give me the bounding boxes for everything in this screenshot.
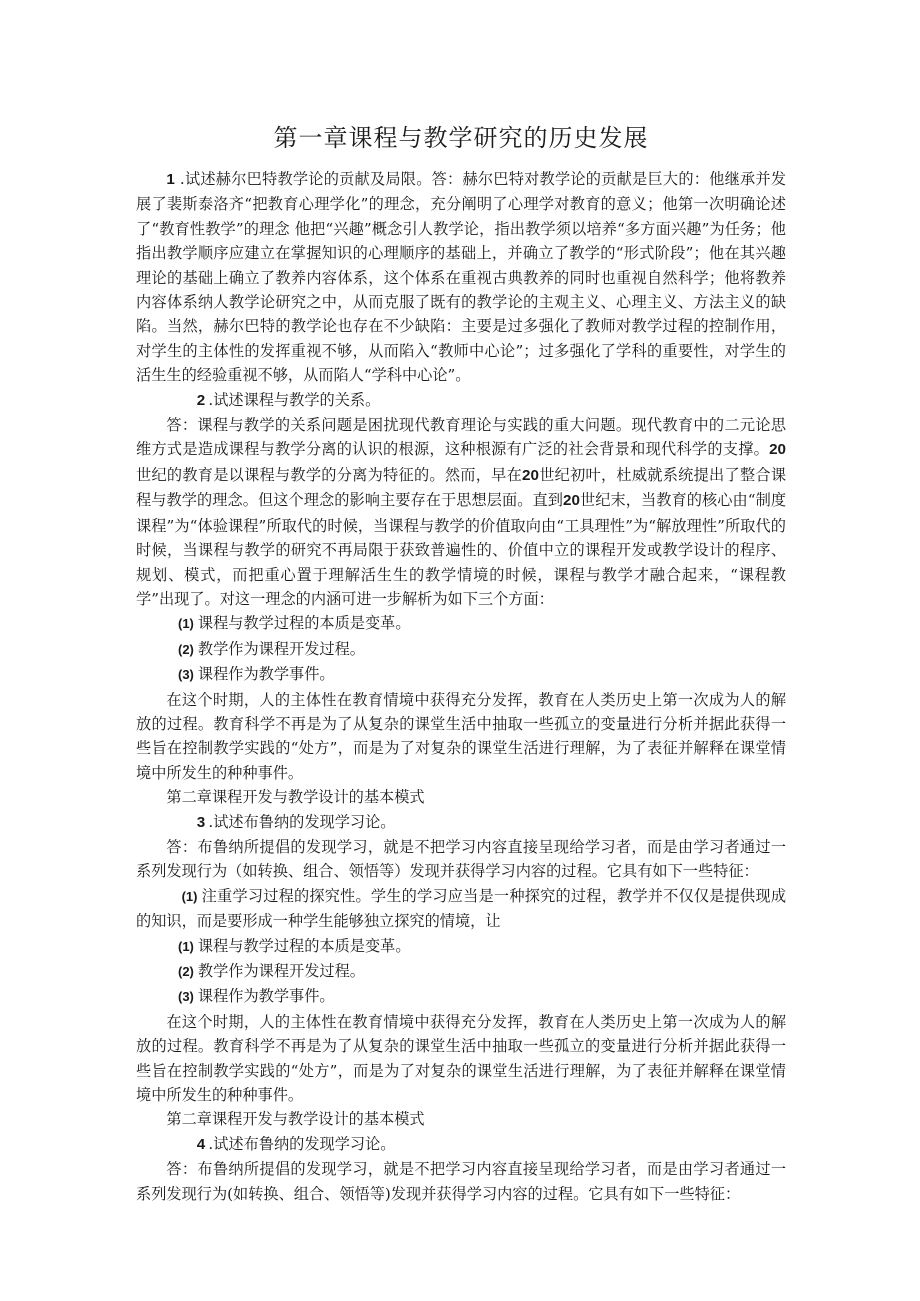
- question-text: .试述布鲁纳的发现学习论。: [208, 812, 396, 831]
- question-4: [136, 1132, 786, 1157]
- number-20: 20: [769, 441, 786, 459]
- chapter-heading: 第二章课程开发与教学设计的基本模式: [166, 788, 425, 807]
- list-item-text: 课程作为教学事件。: [197, 987, 335, 1006]
- list-marker: (3): [178, 989, 194, 1005]
- question-text: .试述布鲁纳的发现学习论。: [208, 1134, 396, 1153]
- answer-2: [136, 413, 786, 611]
- number-20: 20: [522, 466, 539, 484]
- question-number: 4: [196, 1135, 206, 1153]
- list-item-text: 注重学习过程的探究性。学生的学习应当是一种探究的过程，教学并不仅仅是提供现成的知识，而是要形成一种学生能够独立探究的情境，让: [136, 886, 786, 931]
- answer-text: 世纪末，当教育的核心由“制度课程”为“体验课程”所取代的时候，当课程与教学的价值取向由“工具理性”为“解放理性”所取代的时候，当课程与教学的研究不再局限于获致普遍性的、价值中立的课程开发或教学设计的程序、规划、模式，而把重心置于理解活生生的教学情境的时候，课程与教学才融合起来，“课程教学”出现了。对这一理念的内涵可进一步解析为如下三个方面：: [136, 491, 787, 608]
- list-item-text: 教学作为课程开发过程。: [197, 639, 365, 658]
- question-text: .试述赫尔巴特教学论的贡献及局限。答：赫尔巴特对教学论的贡献是巨大的：他继承并发展了裴斯泰洛齐“把教育心理学化”的理念，充分阐明了心理学对教育的意义；他第一次明确论述了“教育性教学”的理念 他把“兴趣”概念引人教学论，指出教学须以培养“多方面兴趣”为任务；他指出教学顺序应建立在掌握知识的心理顺序的基础上，并确立了教学的“形式阶段”；他在其兴趣理论的基础上确立了教养内容体系，这个体系在重视古典教养的同时也重视自然科学；他将教养内容体系纳人教学论研究之中，从而克服了既有的教学论的主观主义、心理主义、方法主义的缺陷。当然，赫尔巴特的教学论也存在不少缺陷：主要是过多强化了教师对教学过程的控制作用，对学生的主体性的发挥重视不够，从而陷入“教师中心论”；过多强化了学科的重要性，对学生的活生生的经验重视不够，从而陷人“学科中心论”。: [136, 170, 787, 385]
- feature-item: [136, 884, 786, 934]
- answer-text: 答：课程与教学的关系问题是困扰现代教育理论与实践的重大问题。现代教育中的二元论思维方式是造成课程与教学分离的认识的根源，这种根源有广泛的社会背景和现代科学的支撑。: [136, 416, 786, 459]
- list-item-text: 教学作为课程开发过程。: [197, 962, 365, 980]
- question-3: [136, 810, 786, 835]
- paragraph: 在这个时期，人的主体性在教育情境中获得充分发挥，教育在人类历史上第一次成为人的解放的过程。教育科学不再是为了从复杂的课堂生活中抽取一些孤立的变量进行分析并据此获得一些旨在控制教学实践的“处方”，而是为了对复杂的课堂生活进行理解，为了表征并解释在课堂情境中所发生的种种事件。: [136, 690, 786, 782]
- list-item: [136, 984, 786, 1009]
- list-item-text: 课程作为教学事件。: [197, 665, 335, 684]
- question-number: 3: [196, 813, 206, 831]
- number-20: 20: [563, 492, 580, 510]
- page-title: 第一章课程与教学研究的历史发展: [273, 124, 649, 152]
- list-item: [136, 934, 786, 959]
- list-item: [136, 611, 786, 636]
- list-item: [136, 959, 786, 984]
- answer-text: 世纪初叶，杜威就系统提出了整合课程与教学的理念。但这个理念的影响主要存在于思想层面。直到: [136, 465, 787, 510]
- answer-4: 答：布鲁纳所提倡的发现学习，就是不把学习内容直接呈现给学习者，而是由学习者通过一系列发现行为(如转换、组合、领悟等)发现并获得学习内容的过程。它具有如下一些特征：: [136, 1160, 786, 1203]
- paragraph: 在这个时期，人的主体性在教育情境中获得充分发挥，教育在人类历史上第一次成为人的解放的过程。教育科学不再是为了从复杂的课堂生活中抽取一些孤立的变量进行分析并据此获得一些旨在控制教学实践的“处方”，而是为了对复杂的课堂生活进行理解，为了表征并解释在课堂情境中所发生的种种事件。: [136, 1012, 786, 1105]
- list-item-text: 课程与教学过程的本质是变革。: [197, 936, 411, 955]
- list-marker: (2): [178, 964, 194, 979]
- question-number: 1: [166, 171, 175, 188]
- list-marker: (2): [178, 641, 194, 657]
- list-item: [136, 662, 786, 687]
- list-item: [136, 637, 786, 662]
- list-marker: (1): [178, 938, 194, 954]
- question-1: [136, 167, 786, 388]
- answer-text: 世纪的教育是以课程与教学的分离为特征的。然而，早在: [136, 465, 523, 484]
- document-body: [136, 167, 786, 1206]
- question-2: [136, 388, 786, 413]
- list-marker: (1): [181, 888, 198, 904]
- chapter-heading: 第二章课程开发与教学设计的基本模式: [166, 1110, 425, 1129]
- list-item-text: 课程与教学过程的本质是变革。: [197, 614, 411, 633]
- answer-3: 答：布鲁纳所提倡的发现学习，就是不把学习内容直接呈现给学习者，而是由学习者通过一系列发现行为（如转换、组合、领悟等）发现并获得学习内容的过程。它具有如下一些特征：: [136, 837, 786, 881]
- list-marker: (1): [178, 616, 194, 632]
- question-number: 2: [196, 391, 206, 409]
- list-marker: (3): [178, 667, 194, 683]
- question-text: .试述课程与教学的关系。: [208, 390, 381, 409]
